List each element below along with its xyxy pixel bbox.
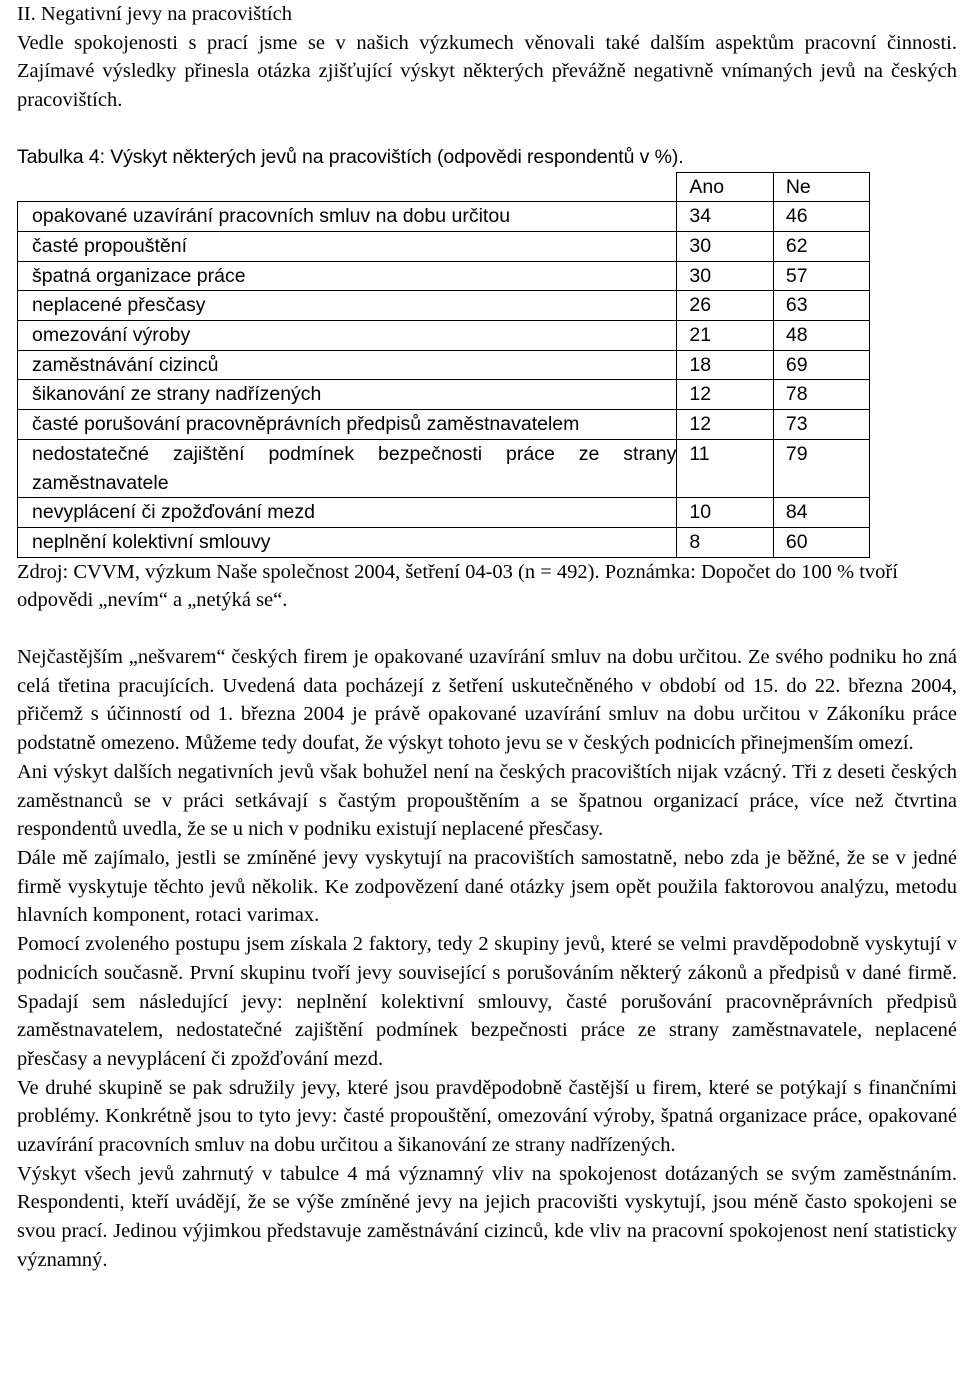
section-heading: II. Negativní jevy na pracovištích: [17, 3, 292, 25]
row-label: neplnění kolektivní smlouvy: [18, 527, 677, 557]
body-paragraph: Ani výskyt dalších negativních jevů však bohužel není na českých pracovištích nijak vzácný. Tři z deseti českých zaměstnanců se v práci setkávají s častým propouštěním a se špatnou organizací práce, více než čtvrtina respondentů uvedla, že se u nich v podniku existují neplacené přesčasy.: [17, 760, 957, 841]
row-no-value: 73: [773, 410, 869, 440]
row-yes-value: 18: [677, 350, 773, 380]
row-no-value: 63: [773, 291, 869, 321]
row-yes-value: 30: [677, 231, 773, 261]
row-label: časté propouštění: [18, 231, 677, 261]
table-row: [18, 231, 870, 261]
table-row: [18, 527, 870, 557]
body-paragraph: Dále mě zajímalo, jestli se zmíněné jevy vyskytují na pracovištích samostatně, nebo zda je běžné, že se v jedné firmě vyskytuje těchto jevů několik. Ke zodpovězení dané otázky jsem opět použila faktorovou analýzu, metodu hlavních komponent, rotaci varimax.: [17, 846, 957, 927]
row-label: omezování výroby: [18, 321, 677, 351]
column-header-no: Ne: [773, 172, 869, 202]
row-no-value: 62: [773, 231, 869, 261]
table-source-note: Zdroj: CVVM, výzkum Naše společnost 2004, šetření 04-03 (n = 492). Poznámka: Dopočet do 100 % tvoří odpovědi „nevím“ a „netýká se“.: [17, 560, 898, 612]
phenomena-table: [17, 172, 870, 558]
paragraph-spacer: [17, 615, 957, 643]
row-no-value: 79: [773, 439, 869, 497]
body-paragraph: Výskyt všech jevů zahrnutý v tabulce 4 má významný vliv na spokojenost dotázaných se svým zaměstnáním. Respondenti, kteří uvádějí, že se výše zmíněné jevy na jejich pracovišti vyskytují, jsou méně často spokojeni se svou prací. Jedinou výjimkou představuje zaměstnávání cizinců, kde vliv na pracovní spokojenost není statisticky významný.: [17, 1162, 957, 1271]
row-no-value: 60: [773, 527, 869, 557]
row-yes-value: 21: [677, 321, 773, 351]
row-yes-value: 12: [677, 410, 773, 440]
column-header-yes: Ano: [677, 172, 773, 202]
document-page: [17, 0, 957, 1275]
table-row: [18, 410, 870, 440]
table-caption: Tabulka 4: Výskyt některých jevů na pracovištích (odpovědi respondentů v %).: [17, 145, 684, 168]
intro-paragraph: Vedle spokojenosti s prací jsme se v našich výzkumech věnovali také dalším aspektům pracovní činnosti. Zajímavé výsledky přinesla otázka zjišťující výskyt některých převážně negativně vnímaných jevů na českých pracovištích.: [17, 31, 957, 112]
row-yes-value: 8: [677, 527, 773, 557]
table-header-row: [18, 172, 870, 202]
row-no-value: 69: [773, 350, 869, 380]
row-no-value: 48: [773, 321, 869, 351]
body-paragraph: Ve druhé skupině se pak sdružily jevy, které jsou pravděpodobně častější u firem, které se potýkají s finančními problémy. Konkrétně jsou to tyto jevy: časté propouštění, omezování výroby, špatná organizace práce, opakované uzavírání pracovních smluv na dobu určitou a šikanování ze strany nadřízených.: [17, 1076, 957, 1157]
body-paragraph: Pomocí zvoleného postupu jsem získala 2 faktory, tedy 2 skupiny jevů, které se velmi pravděpodobně vyskytují v podnicích současně. První skupinu tvoří jevy související s porušováním některý zákonů a předpisů v dané firmě. Spadají sem následující jevy: neplnění kolektivní smlouvy, časté porušování pracovněprávních předpisů zaměstnavatelem, nedostatečné zajištění podmínek bezpečnosti práce ze strany zaměstnavatele, neplacené přesčasy a nevyplácení či zpožďování mezd.: [17, 933, 957, 1070]
table-row: [18, 321, 870, 351]
row-yes-value: 30: [677, 261, 773, 291]
table-header-empty: [18, 172, 677, 202]
row-no-value: 84: [773, 498, 869, 528]
row-yes-value: 12: [677, 380, 773, 410]
table-row: [18, 380, 870, 410]
table-row: [18, 202, 870, 232]
row-yes-value: 11: [677, 439, 773, 497]
body-paragraph: Nejčastějším „nešvarem“ českých firem je opakované uzavírání smluv na dobu určitou. Ze svého podniku ho zná celá třetina pracujících. Uvedená data pocházejí z šetření uskutečněného v období od 15. do 22. března 2004, přičemž s účinností od 1. března 2004 je právě opakované uzavírání smluv na dobu určitou v Zákoníku práce podstatně omezeno. Můžeme tedy doufat, že výskyt tohoto jevu se v českých podnicích přinejmenším omezí.: [17, 646, 957, 755]
row-no-value: 78: [773, 380, 869, 410]
row-no-value: 57: [773, 261, 869, 291]
row-yes-value: 34: [677, 202, 773, 232]
row-label: opakované uzavírání pracovních smluv na dobu určitou: [18, 202, 677, 232]
row-label: neplacené přesčasy: [18, 291, 677, 321]
row-yes-value: 26: [677, 291, 773, 321]
table-row: [18, 261, 870, 291]
table-row: [18, 291, 870, 321]
row-label: nevyplácení či zpožďování mezd: [18, 498, 677, 528]
row-no-value: 46: [773, 202, 869, 232]
row-label: nedostatečné zajištění podmínek bezpečnosti práce ze strany zaměstnavatele: [18, 439, 677, 497]
row-label: zaměstnávání cizinců: [18, 350, 677, 380]
row-label: časté porušování pracovněprávních předpisů zaměstnavatelem: [18, 410, 677, 440]
table-row: [18, 498, 870, 528]
table-row: [18, 350, 870, 380]
row-label: špatná organizace práce: [18, 261, 677, 291]
row-yes-value: 10: [677, 498, 773, 528]
table-row: [18, 439, 870, 497]
row-label: šikanování ze strany nadřízených: [18, 380, 677, 410]
